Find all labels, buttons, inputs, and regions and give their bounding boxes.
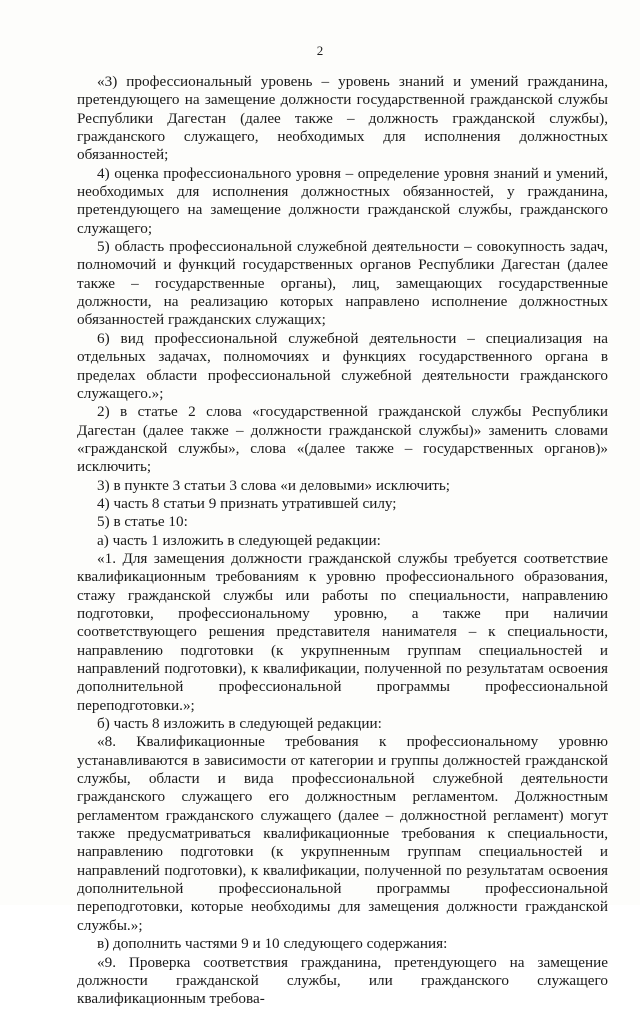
paragraph-item-5-activity-area: 5) область профессиональной служебной деятельности – совокупность задач, полномочий и функций государственных органов Республики Дагестан (далее также – государственные органы), лиц, замещающих государственные должности, на реализацию которых направлено исполнение должностных обязанностей гражданских служащих; [77, 238, 608, 329]
paragraph-article-3-amendment: 3) в пункте 3 статьи 3 слова «и деловыми» исключить; [97, 476, 451, 494]
paragraph-part-8-heading: б) часть 8 изложить в следующей редакции: [97, 715, 382, 733]
paragraph-item-4-assessment: 4) оценка профессионального уровня – определение уровня знаний и умений, необходимых для исполнения должностных обязанностей, у гражданина, претендующего на замещение должности гражданской службы, гражданского служащего; [77, 164, 608, 237]
paragraph-parts-9-10-heading: в) дополнить частями 9 и 10 следующего содержания: [97, 935, 448, 953]
paragraph-article-10-heading: 5) в статье 10: [97, 513, 188, 531]
paragraph-part-8-text: «8. Квалификационные требования к профессиональному уровню устанавливаются в зависимости от категории и группы должностей гражданской службы, области и вида профессиональной служебной деятельности гражданского служащего его должностным регламентом. Должностным регламентом гражданского служащего (далее – должностной регламент) могут также предусматриваться квалификационные требования к специальности, направлению подготовки (к укрупненным группам специальностей и направлений подготовки), к квалификации, полученной по результатам освоения дополнительной профессиональной программы профессиональной переподготовки, которые необходимы для замещения должности гражданской службы.»; [77, 733, 608, 934]
paragraph-article-9-amendment: 4) часть 8 статьи 9 признать утратившей силу; [97, 494, 397, 512]
paragraph-part-1-heading: а) часть 1 изложить в следующей редакции: [97, 531, 381, 549]
paragraph-part-9-text: «9. Проверка соответствия гражданина, претендующего на замещение должности гражданской службы, или гражданского служащего квалификационным требова- [77, 953, 608, 1008]
paragraph-part-1-text: «1. Для замещения должности гражданской службы требуется соответствие квалификационным требованиям к уровню профессионального образования, стажу гражданской службы или работы по специальности, направлению подготовки, профессиональному уровню, а также при наличии соответствующего решения представителя нанимателя – к специальности, направлению подготовки (к укрупненным группам специальностей и направлений подготовки), к квалификации, полученной по результатам освоения дополнительной профессиональной программы профессиональной переподготовки.»; [77, 549, 608, 714]
paragraph-item-6-activity-type: 6) вид профессиональной служебной деятельности – специализация на отдельных задачах, полномочиях и функциях государственного органа в пределах области профессиональной служебной деятельности гражданского служащего.»; [77, 329, 608, 402]
paragraph-article-2-amendment: 2) в статье 2 слова «государственной гражданской службы Республики Дагестан (далее также – должности гражданской службы)» заменить словами «гражданской службы», слова «(далее также – государственных органов)» исключить; [77, 403, 608, 476]
paragraph-item-3-professional-level: «3) профессиональный уровень – уровень знаний и умений гражданина, претендующего на замещение должности государственной гражданской службы Республики Дагестан (далее также – должность гражданской службы), гражданского служащего, необходимых для исполнения должностных обязанностей; [77, 73, 608, 164]
document-body [77, 73, 608, 1009]
page-number: 2 [316, 43, 324, 58]
